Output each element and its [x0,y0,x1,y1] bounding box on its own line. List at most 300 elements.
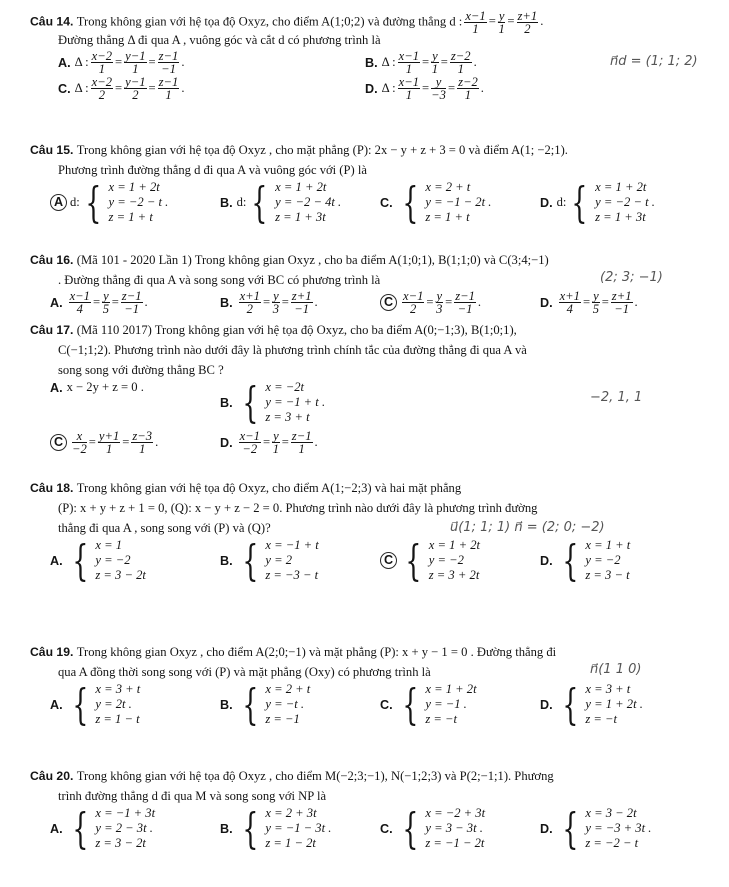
option-label: C. [380,195,393,210]
option-b [220,290,318,315]
denominator: 1 [472,22,479,36]
system-row: z = −1 [265,712,300,726]
prefix: d: [556,195,567,209]
numerator: y−1 [125,49,146,63]
option-c [380,679,477,729]
question-number: Câu 20. [30,769,77,783]
numerator: x−1 [239,429,260,443]
options-row [30,377,720,430]
system-row: y = 3 − 3t . [425,821,483,835]
equals-sign: . [477,295,482,309]
system-row: y = −2 − t . [595,195,655,209]
system-row: x = 1 + 2t [108,180,160,194]
options-row [30,803,720,856]
option-label: A. [50,821,63,836]
option-a [50,679,141,729]
fraction [272,290,280,315]
system-rows [265,682,310,727]
option-b [365,50,477,75]
question-number: Câu 14. [30,14,77,29]
option-label: A. [50,295,63,310]
question-line [30,642,720,662]
answer-circle: C [380,552,397,569]
system-row: x = 2 + t [265,682,311,696]
question-14 [30,10,720,102]
option-label: A. [50,380,63,395]
option-label: D. [540,295,553,310]
option-label: B. [220,697,233,712]
denominator: −2 [242,442,258,456]
fraction [158,50,180,75]
brace: { [241,377,258,427]
denominator: 3 [436,302,443,316]
question-line [30,140,720,160]
numerator: x−1 [465,9,486,23]
answer-circle: A [50,194,67,211]
system-row: z = 1 + 3t [595,210,646,224]
numerator: x−1 [69,289,90,303]
fraction [158,76,180,101]
numerator: z−1 [158,75,179,89]
numerator: z−3 [132,429,153,443]
equals-sign: = [582,295,591,309]
brace: { [401,803,418,853]
fraction [72,430,87,455]
option-d [540,535,631,585]
numerator: z−2 [458,75,478,89]
system-rows [429,538,480,583]
denominator: 1 [132,62,139,76]
system-row: y = −3 + 3t . [585,821,652,835]
numerator: y [498,9,505,23]
system-row: x = 2 + t [425,180,471,194]
numerator: x−2 [91,49,113,63]
options-row [30,177,720,230]
numerator: x+1 [239,289,260,303]
numerator: x−1 [403,289,424,303]
option-b [220,177,342,227]
denominator: −2 [72,442,87,456]
numerator: y−1 [125,75,146,89]
system-row: y = 1 + 2t . [585,697,643,711]
option-label: B. [220,821,233,836]
fraction [121,290,143,315]
numerator: z+1 [291,289,312,303]
system-rows [109,180,169,225]
option-label: B. [220,195,233,210]
denominator: 1 [405,88,412,102]
question-text: Trong không gian với hệ tọa độ Oxyz, cho điểm A(1;−2;3) và hai mặt phẳng [76,481,462,495]
equation-system [557,535,631,585]
numerator: x+1 [559,289,580,303]
denominator: 1 [272,442,280,456]
equation-system [397,679,477,729]
system-row: y = −1 . [425,697,467,711]
question-line: song song với đường thẳng BC ? [58,363,224,377]
equation-system [67,803,156,853]
denominator: 1 [457,62,464,76]
equals-sign: = [115,55,123,69]
equals-sign: = [445,295,453,309]
equals-sign: . [181,81,185,95]
question-number: Câu 16. [30,253,77,267]
handwritten-note: n⃗(1 1 0) [590,662,642,677]
option-label: C. [380,697,393,712]
denominator: 2 [524,22,531,36]
system-row: z = 1 + t [425,210,470,224]
question-line [30,478,720,498]
option-a [58,50,185,75]
option-a [50,177,169,227]
option-a [50,535,146,585]
equals-sign: . [473,55,477,69]
question-line: Phương trình đường thẳng d đi qua A và vuông góc với (P) là [58,163,367,177]
system-rows [585,806,651,851]
prefix: Δ : [74,55,89,69]
brace: { [85,177,102,227]
equals-sign: = [281,295,289,309]
equals-sign: . [480,81,484,95]
question-line [30,250,720,270]
option-label: C. [380,821,393,836]
equals-sign: . [314,295,318,309]
equals-sign: = [601,295,609,309]
question-20 [30,766,720,856]
system-row: y = −1 + t . [265,395,326,409]
question-number: Câu 15. [30,143,77,157]
answer-circle: C [380,294,397,311]
system-rows [585,682,643,727]
option-c [380,290,481,315]
equation-system [400,535,481,585]
fraction [398,50,420,75]
system-row: z = 3 + 2t [428,568,480,582]
brace: { [241,535,258,585]
denominator: −1 [294,302,310,316]
option-d [540,679,643,729]
numerator: x−2 [91,75,113,89]
question-line [30,766,720,786]
brace: { [251,177,268,227]
system-row: z = 1 + 3t [275,210,326,224]
denominator: 1 [405,62,412,76]
question-text: Trong không gian với hệ tọa độ Oxyz, cho điểm A(1;0;2) và đường thẳng d : [76,14,463,29]
fraction [91,50,113,75]
numerator: z−1 [455,289,475,303]
system-row: z = −2 − t [585,836,639,850]
fraction [402,290,424,315]
numerator: x [72,430,87,443]
system-row: z = −3 − t [265,568,319,582]
system-row: y = −2 − 4t . [275,195,342,209]
numerator: y [103,289,109,303]
equals-sign: = [92,295,101,309]
option-d [540,177,655,227]
options-row [30,679,720,732]
system-row: y = 2 [265,553,293,567]
system-rows [95,682,140,727]
system-row: x = 3 − 2t [585,806,637,820]
question-line [30,320,720,340]
system-row: y = −t . [265,697,305,711]
system-rows [265,538,318,583]
option-label: D. [540,821,553,836]
system-row: z = 1 − t [95,712,140,726]
equals-sign: . [540,14,544,29]
option-label: C. [58,81,71,96]
equals-sign: = [148,81,156,95]
denominator: 1 [139,442,146,456]
prefix: Δ : [74,81,89,95]
option-c [380,535,481,585]
system-row: x = 2 + 3t [265,806,317,820]
fraction [611,290,633,315]
question-18 [30,478,720,588]
system-row: x = 1 + 2t [425,682,477,696]
denominator: 2 [410,302,417,316]
equals-sign: = [440,55,448,69]
equals-sign: = [422,55,430,69]
fraction [124,50,146,75]
option-label: A. [50,553,63,568]
equation-system [237,679,311,729]
equals-sign: . [155,435,159,449]
equals-sign: = [122,435,130,449]
system-rows [425,682,476,727]
question-16 [30,250,720,316]
denominator: 1 [464,88,472,102]
system-row: x = 3 + t [585,682,631,696]
fraction [450,50,472,75]
denominator: 2 [246,302,253,316]
system-row: x = 1 + 2t [595,180,647,194]
numerator: y [436,289,443,303]
equals-sign: = [426,295,434,309]
system-row: y = −2 [95,553,131,567]
fraction [291,290,313,315]
option-label: A. [58,55,71,70]
numerator: y [431,76,446,89]
system-row: x = −2t [265,380,305,394]
denominator: 5 [592,302,600,316]
system-rows [595,180,655,225]
option-b [220,679,311,729]
option-label: D. [540,697,553,712]
fraction [291,430,313,455]
denominator: 2 [132,88,139,102]
equation-system [246,177,342,227]
numerator: y [273,289,279,303]
equals-sign: = [88,435,96,449]
system-row: z = 3 − t [585,568,630,582]
line-equation [462,9,544,36]
brace: { [401,177,418,227]
fraction [239,430,261,455]
system-row: z = −t [585,712,618,726]
option-label: B. [220,553,233,568]
option-d [540,290,638,315]
denominator: −3 [431,88,446,102]
question-line [30,9,720,36]
fraction [431,50,439,75]
fraction [436,290,444,315]
numerator: z−1 [291,429,312,443]
question-text: Trong không gian với hệ tọa độ Oxyz , cho điểm M(−2;3;−1), N(−1;2;3) và P(2;−1;1). Phương [76,769,554,783]
denominator: 4 [566,302,573,316]
question-15 [30,140,720,230]
option-d [365,76,484,101]
prefix: Δ : [381,55,396,69]
brace: { [241,803,258,853]
question-number: Câu 17. [30,323,77,337]
equals-sign: = [262,435,271,449]
option-d [220,430,318,455]
system-row: y = −1 − 2t . [425,195,492,209]
equals-sign: = [447,81,456,95]
question-line: (P): x + y + z + 1 = 0, (Q): x − y + z − 2 = 0. Phương trình nào dưới đây là phương trình đường [58,501,538,515]
options-row [30,76,720,102]
system-row: x = 1 + t [585,538,631,552]
option-label: B. [365,55,378,70]
equation-system [80,177,169,227]
denominator: 4 [76,302,83,316]
denominator: 1 [431,62,439,76]
fraction [239,290,261,315]
system-rows [275,180,341,225]
answer-circle: C [50,434,67,451]
system-row: z = 1 + t [108,210,153,224]
equals-sign: = [115,81,123,95]
fraction [131,430,153,455]
system-row: y = −2 − t . [108,195,169,209]
question-text: (Mã 110 2017) Trong không gian với hệ tọa độ Oxyz, cho ba điểm A(0;−1;3), B(1;0;1), [76,323,517,337]
option-label: A. [50,697,63,712]
denominator: −1 [614,302,630,316]
system-rows [265,806,331,851]
equals-sign: . [314,435,318,449]
question-text: (Mã 101 - 2020 Lần 1) Trong không gian Oxyz , cho ba điểm A(1;0;1), B(1;1;0) và C(3;4;−1) [76,253,549,267]
prefix: d: [236,195,247,209]
denominator: 3 [272,302,280,316]
denominator: −1 [161,62,176,76]
option-label: D. [220,435,233,450]
equation-system [566,177,655,227]
equals-sign: = [507,14,515,29]
option-label: D. [365,81,378,96]
option-label: B. [220,295,233,310]
question-19 [30,642,720,732]
option-label: D. [540,195,553,210]
option-c [50,430,158,455]
brace: { [561,535,578,585]
system-row: z = 3 − 2t [95,568,146,582]
brace: { [405,535,422,585]
numerator: z+1 [517,9,538,23]
question-line: trình đường thẳng d đi qua M và song song với NP là [58,789,327,803]
system-row: x = 1 + 2t [275,180,327,194]
system-rows [425,806,485,851]
question-17 [30,320,720,456]
handwritten-note: (2; 3; −1) [600,270,663,285]
numerator: z−1 [121,289,142,303]
equals-sign: = [488,14,496,29]
fraction [69,290,91,315]
equation-system [237,803,332,853]
equals-sign: . [144,295,148,309]
equation-system [237,377,326,427]
option-label: B. [220,395,233,410]
option-a [50,290,148,315]
equation-system [237,535,319,585]
numerator: z−2 [450,49,471,63]
equation-system [67,679,141,729]
numerator: y [593,289,599,303]
question-text: Trong không gian Oxyz , cho điểm A(2;0;−1) và mặt phẳng (P): x + y − 1 = 0 . Đường thẳng đi [76,645,557,659]
denominator: 2 [98,88,105,102]
equation-system [397,177,492,227]
brace: { [561,679,578,729]
fraction [102,290,110,315]
brace: { [71,679,88,729]
prefix: Δ : [381,81,396,95]
denominator: −1 [457,302,473,316]
fraction [454,290,476,315]
system-row: z = −1 − 2t [425,836,485,850]
equals-sign: . [181,55,185,69]
question-number: Câu 19. [30,645,77,659]
handwritten-note: −2, 1, 1 [590,390,643,405]
equals-sign: . [634,295,638,309]
equals-sign: = [111,295,119,309]
numerator: z+1 [611,289,632,303]
system-rows [585,538,630,583]
system-row: x = 3 + t [95,682,141,696]
equals-sign: = [262,295,271,309]
denominator: 1 [98,62,105,76]
question-number: Câu 18. [30,481,77,495]
equals-sign: = [148,55,156,69]
equation-system [397,803,486,853]
fraction [124,76,146,101]
brace: { [401,679,418,729]
options-row [30,290,720,316]
options-row [30,430,720,456]
option-b [220,535,319,585]
option-c [380,803,486,853]
option-c [58,76,185,101]
system-row: y = 2 − 3t . [95,821,153,835]
denominator: 5 [102,302,110,316]
equals-sign: = [422,81,430,95]
options-row [30,535,720,588]
question-line: qua A đồng thời song song với (P) và mặt phẳng (Oxy) có phương trình là [58,665,431,679]
equation-system [557,803,652,853]
fraction [91,76,113,101]
system-row: x = 1 [95,538,123,552]
system-row: x = −2 + 3t [425,806,486,820]
denominator: 1 [298,442,305,456]
question-line: . Đường thẳng đi qua A và song song với BC có phương trình là [58,273,381,287]
handwritten-note: u⃗(1; 1; 1) n⃗ = (2; 0; −2) [450,520,605,535]
numerator: y+1 [98,429,120,443]
denominator: 1 [105,442,113,456]
option-d [540,803,652,853]
question-line: thẳng đi qua A , song song với (P) và (Q)? [58,521,271,535]
brace: { [561,803,578,853]
fraction [457,76,479,101]
numerator: z−1 [158,49,179,63]
equals-sign: = [281,435,289,449]
